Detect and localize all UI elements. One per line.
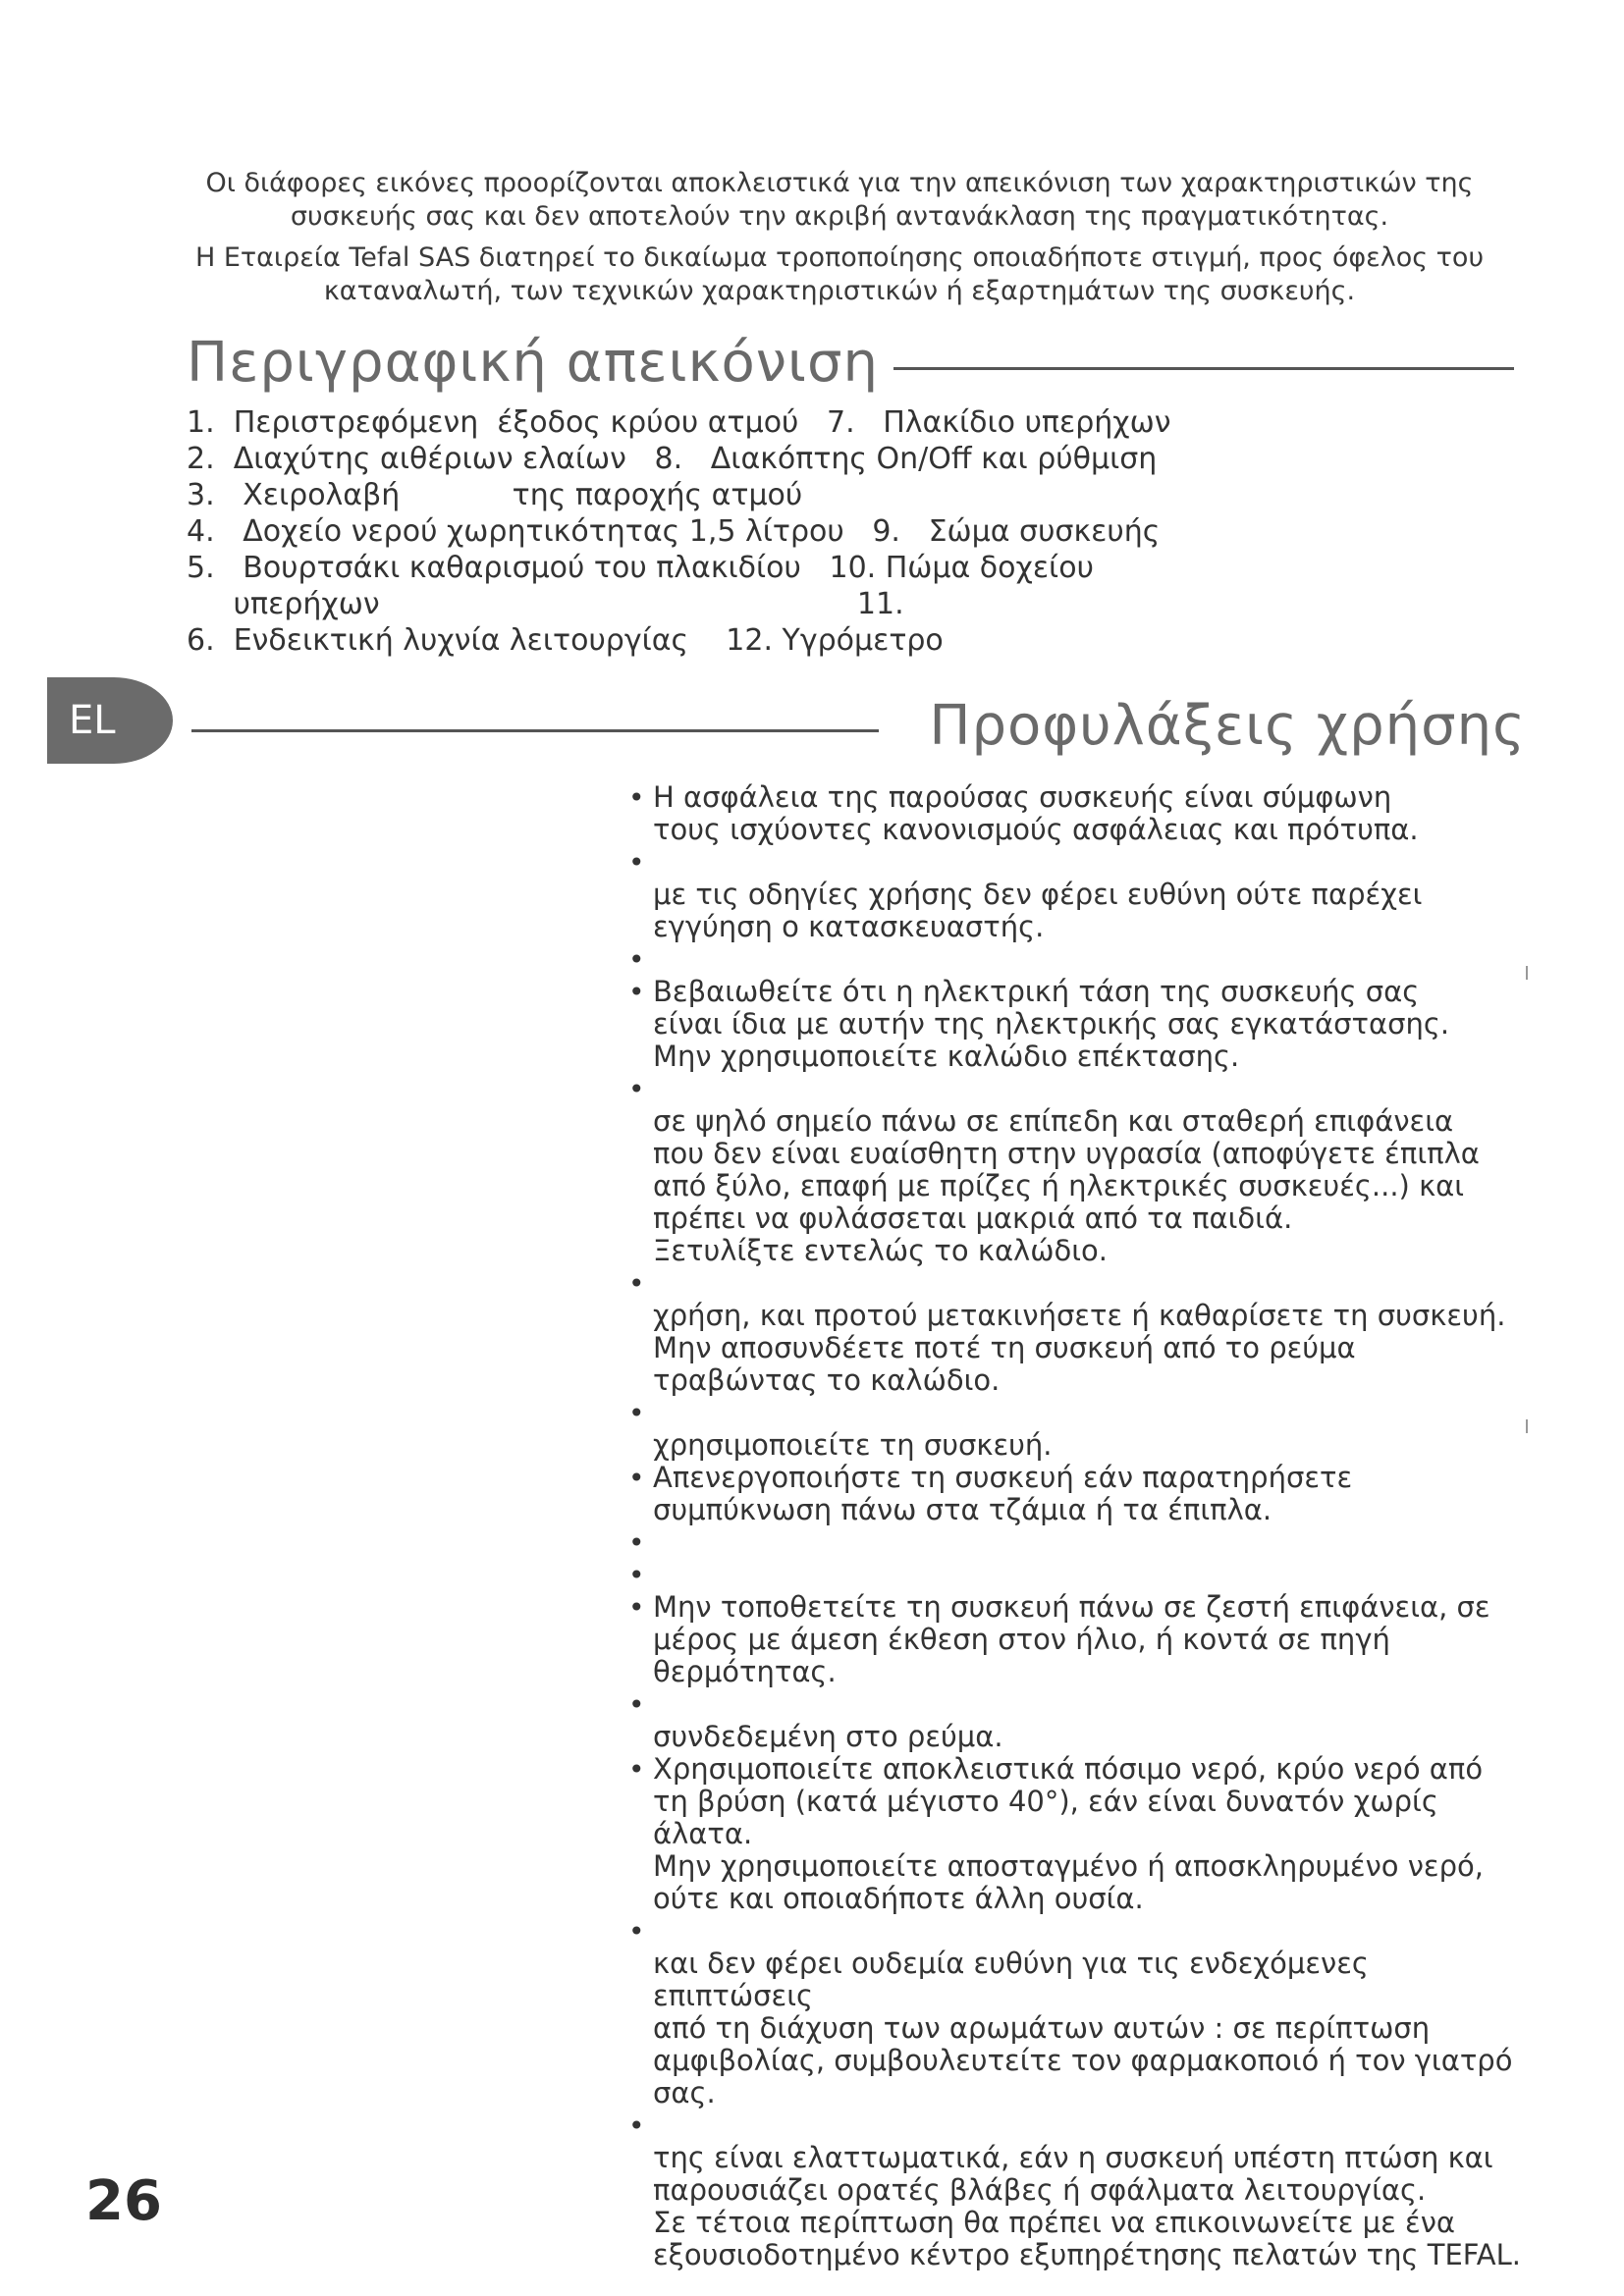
safety-item-text: σε ψηλό σημείο πάνω σε επίπεδη και σταθερή επιφάνεια που δεν είναι ευαίσθητη στην υγρασία (αποφύγετε έπιπλα από ξύλο, επαφή με πρίζες ή ηλεκτρικές συσκευές...) και πρέπει να φυλάσσεται μακριά από τα παιδιά. Ξετυλίξτε εντελώς το καλώδιο. <box>653 1104 1480 1267</box>
safety-item-text: Βεβαιωθείτε ότι η ηλεκτρική τάση της συσκευής σας είναι ίδια με αυτήν της ηλεκτρικής σας εγκατάστασης. Μην χρησιμοποιείτε καλώδιο επέκτασης. <box>653 975 1450 1073</box>
safety-item <box>628 1688 1532 1753</box>
bullet-icon: • <box>628 943 645 976</box>
margin-tick-mark <box>1526 1419 1528 1433</box>
safety-item-text <box>653 1526 1532 1559</box>
safety-item <box>628 846 1532 943</box>
safety-item-text: και δεν φέρει ουδεμία ευθύνη για τις ενδεχόμενες επιπτώσεις από τη διάχυση των αρωμάτων αυτών : σε περίπτωση αμφιβολίας, συμβουλευτείτε τον φαρμακοποιό ή τον γιατρό σας. <box>653 1947 1513 2109</box>
bullet-icon: • <box>628 1688 645 1721</box>
safety-item <box>628 2109 1532 2271</box>
safety-list <box>628 781 1532 2271</box>
parts-list-line: 6. Ενδεικτική λυχνία λειτουργίας 12. Υγρόμετρο <box>187 623 944 658</box>
bullet-icon: • <box>628 1073 645 1105</box>
safety-item-text: χρήση, και προτού μετακινήσετε ή καθαρίσετε τη συσκευή. Μην αποσυνδέετε ποτέ τη συσκευή από το ρεύμα τραβώντας το καλώδιο. <box>653 1299 1506 1397</box>
parts-list-line: υπερήχων 11. <box>187 587 904 621</box>
bullet-icon: • <box>628 781 645 814</box>
safety-item <box>628 781 1532 846</box>
bullet-icon: • <box>628 1591 645 1624</box>
safety-item <box>628 1753 1532 1915</box>
safety-title: Προφυλάξεις χρήσης <box>929 694 1526 758</box>
safety-item <box>628 943 1532 976</box>
margin-tick-mark <box>1526 966 1528 980</box>
safety-item-text: Χρησιμοποιείτε αποκλειστικά πόσιμο νερό, κρύο νερό από τη βρύση (κατά μέγιστο 40°), εάν είναι δυνατόν χωρίς άλατα. Μην χρησιμοποιείτε αποσταγμένο ή αποσκληρυμένο νερό, ούτε και οποιαδήποτε άλλη ουσία. <box>653 1752 1484 1915</box>
page-number: 26 <box>85 2169 162 2233</box>
parts-list-line: 4. Δοχείο νερού χωρητικότητας 1,5 λίτρου 9. Σώμα συσκευής <box>187 514 1161 549</box>
bullet-icon: • <box>628 1397 645 1429</box>
safety-item <box>628 1559 1532 1591</box>
parts-list-line: 5. Βουρτσάκι καθαρισμού του πλακιδίου 10. Πώμα δοχείου <box>187 551 1094 585</box>
language-tab: EL <box>47 677 173 764</box>
intro-paragraph-1: Οι διάφορες εικόνες προορίζονται αποκλειστικά για την απεικόνιση των χαρακτηριστικών της συσκευής σας και δεν αποτελούν την ακριβή αντανάκλαση της πραγματικότητας. <box>205 168 1474 232</box>
safety-item-text: Η ασφάλεια της παρούσας συσκευής είναι σύμφωνη τους ισχύοντες κανονισμούς ασφάλειας και πρότυπα. <box>653 780 1419 846</box>
safety-item <box>628 1915 1532 2109</box>
safety-item-text: με τις οδηγίες χρήσης δεν φέρει ευθύνη ούτε παρέχει εγγύηση ο κατασκευαστής. <box>653 878 1423 943</box>
bullet-icon: • <box>628 2109 645 2142</box>
safety-item <box>628 1526 1532 1559</box>
bullet-icon: • <box>628 976 645 1008</box>
safety-item <box>628 1397 1532 1462</box>
bullet-icon: • <box>628 1462 645 1494</box>
safety-item <box>628 1073 1532 1267</box>
safety-item-text: Απενεργοποιήστε τη συσκευή εάν παρατηρήσετε συμπύκνωση πάνω στα τζάμια ή τα έπιπλα. <box>653 1461 1353 1526</box>
parts-list-line: 1. Περιστρεφόμενη έξοδος κρύου ατμού 7. Πλακίδιο υπερήχων <box>187 405 1171 440</box>
safety-item-text <box>653 1559 1532 1591</box>
bullet-icon: • <box>628 1559 645 1591</box>
parts-list <box>187 404 1365 659</box>
safety-item <box>628 1591 1532 1688</box>
safety-item-text: της είναι ελαττωματικά, εάν η συσκευή υπέστη πτώση και παρουσιάζει ορατές βλάβες ή σφάλματα λειτουργίας. Σε τέτοια περίπτωση θα πρέπει να επικοινωνείτε με ένα εξουσιοδοτημένο κέντρο εξυπηρέτησης πελατών της TEFAL. <box>653 2141 1522 2271</box>
safety-item <box>628 976 1532 1073</box>
intro-disclaimer <box>167 167 1512 316</box>
bullet-icon: • <box>628 1267 645 1300</box>
parts-list-line: 2. Διαχύτης αιθέριων ελαίων 8. Διακόπτης On/Off και ρύθμιση <box>187 442 1158 476</box>
bullet-icon: • <box>628 1526 645 1559</box>
bullet-icon: • <box>628 1753 645 1786</box>
parts-list-line: 3. Χειρολαβή της παροχής ατμού <box>187 478 803 512</box>
description-title: Περιγραφική απεικόνιση <box>187 331 879 395</box>
bullet-icon: • <box>628 1915 645 1948</box>
description-title-rule <box>893 367 1514 370</box>
intro-paragraph-2: Η Εταιρεία Tefal SAS διατηρεί το δικαίωμα τροποποίησης οποιαδήποτε στιγμή, προς όφελος του καταναλωτή, των τεχνικών χαρακτηριστικών ή εξαρτημάτων της συσκευής. <box>194 242 1485 306</box>
safety-item-text: Μην τοποθετείτε τη συσκευή πάνω σε ζεστή επιφάνεια, σε μέρος με άμεση έκθεση στον ήλιο, ή κοντά σε πηγή θερμότητας. <box>653 1590 1490 1688</box>
safety-item-text: χρησιμοποιείτε τη συσκευή. <box>653 1428 1053 1462</box>
safety-item <box>628 1462 1532 1526</box>
description-header <box>187 324 1522 402</box>
bullet-icon: • <box>628 846 645 879</box>
safety-title-rule <box>191 729 879 732</box>
safety-item-text <box>653 943 1532 976</box>
safety-item-text: συνδεδεμένη στο ρεύμα. <box>653 1720 1003 1753</box>
safety-item <box>628 1267 1532 1397</box>
